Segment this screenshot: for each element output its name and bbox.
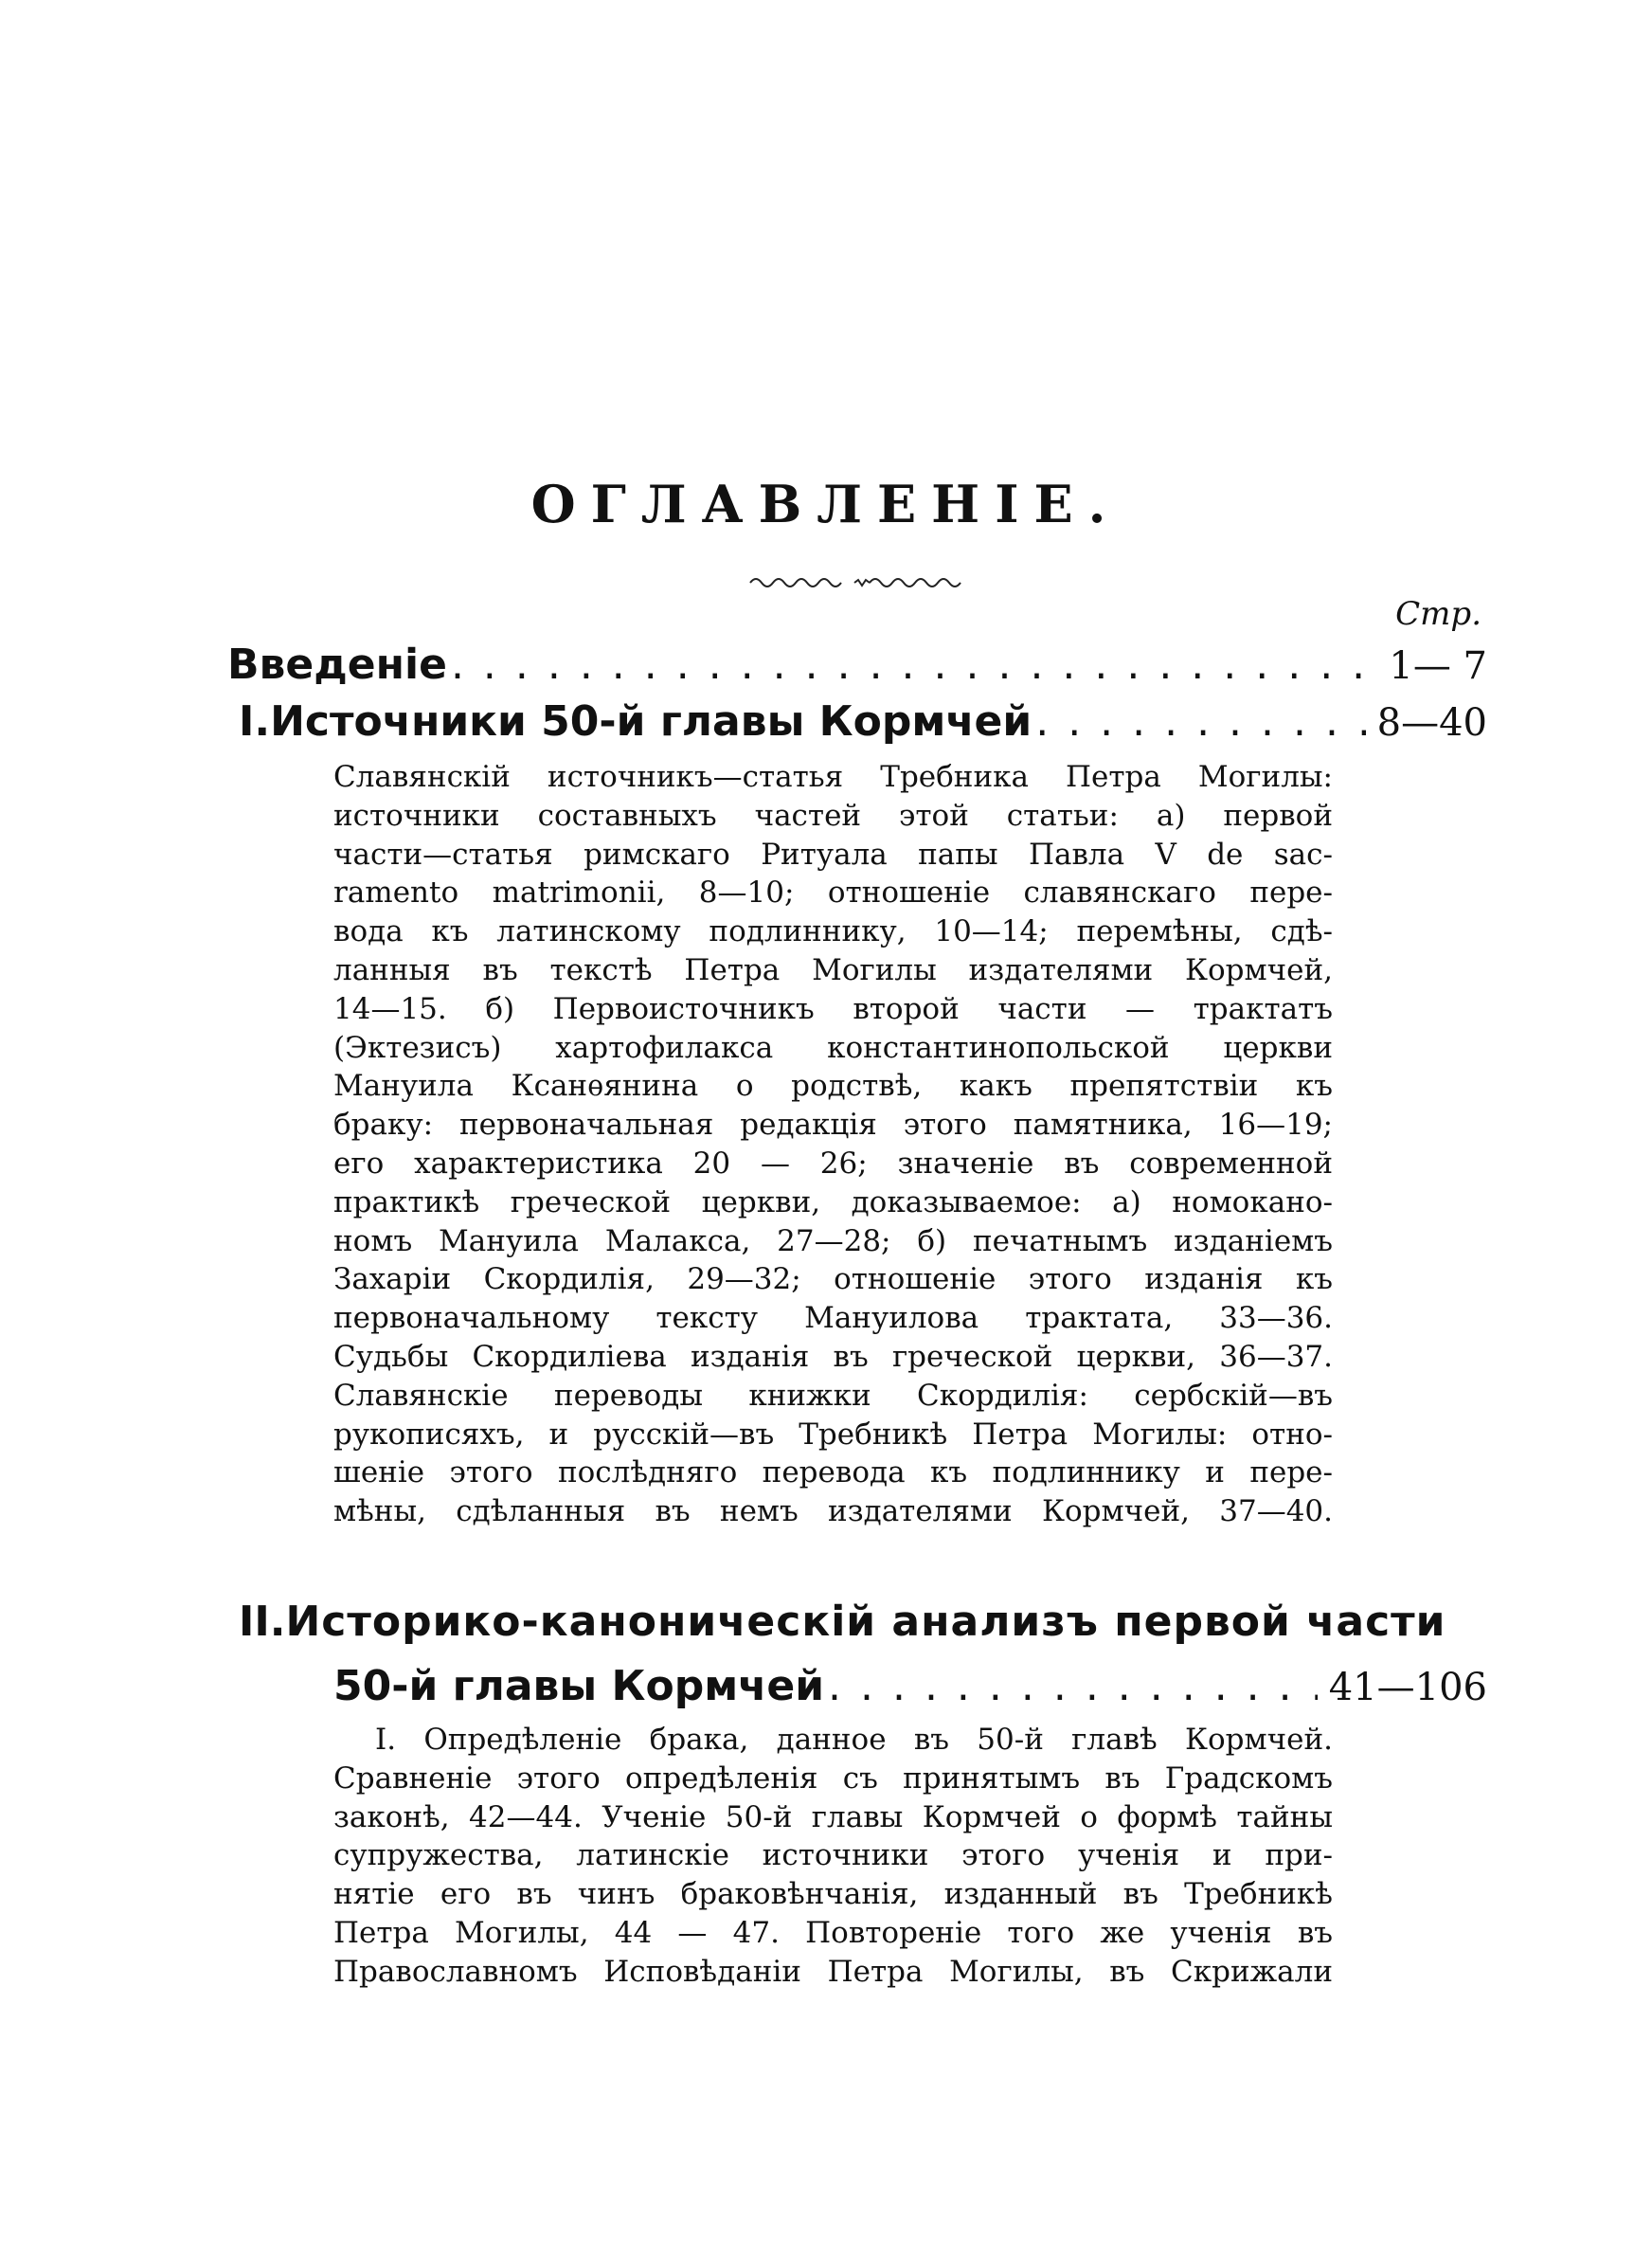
toc-entry-title: Введеніе	[227, 641, 447, 689]
description-line: супружества, латинскіе источники этого ученія и при-	[333, 1838, 1333, 1873]
description-line: мѣны, сдѣланныя въ немъ издателями Кормчей, 37—40.	[333, 1494, 1333, 1529]
toc-entry-chapter-2-cont[interactable]	[333, 1658, 1487, 1716]
toc-entry-title: Источники 50-й главы Кормчей	[270, 697, 1032, 746]
description-line: Захаріи Скордилія, 29—32; отношеніе этого изданія къ	[333, 1262, 1333, 1297]
description-line: Петра Могилы, 44 — 47. Повтореніе того же ученія въ	[333, 1915, 1333, 1950]
toc-entry-chapter-1[interactable]	[239, 694, 1487, 751]
description-line: номъ Мануила Малакса, 27—28; б) печатнымъ изданіемъ	[333, 1223, 1333, 1258]
toc-entry-chapter-2[interactable]	[239, 1594, 1446, 1651]
description-line: практикѣ греческой церкви, доказываемое: а) номокано-	[333, 1184, 1333, 1219]
description-line: Мануила Ксанѳянина о родствѣ, какъ препятствіи къ	[333, 1069, 1333, 1104]
chapter-1-description	[333, 758, 1333, 1531]
page-title: ОГЛАВЛЕНІЕ.	[530, 474, 1122, 534]
description-line: Славянскій источникъ—статья Требника Петра Могилы:	[333, 760, 1333, 794]
description-line: Славянскіе переводы книжки Скордилія: сербскій—въ	[333, 1378, 1333, 1413]
dot-leader	[828, 1658, 1318, 1715]
description-line: законѣ, 42—44. Ученіе 50-й главы Кормчей о формѣ тайны	[333, 1799, 1333, 1834]
chapter-numeral: I.	[239, 697, 271, 746]
description-line: 14—15. б) Первоисточникъ второй части — трактатъ	[333, 991, 1333, 1026]
chapter-2-description	[333, 1721, 1333, 1992]
description-line: шеніе этого послѣдняго перевода къ подлиннику и пере-	[333, 1455, 1333, 1490]
description-line: его характеристика 20 — 26; значеніе въ современной	[333, 1146, 1333, 1181]
description-line: нятіе его въ чинъ браковѣнчанія, изданный въ Требникѣ	[333, 1877, 1333, 1912]
chapter-numeral: II.	[239, 1598, 286, 1646]
toc-entry-pages: 1— 7	[1389, 644, 1487, 688]
dot-leader	[1035, 694, 1365, 750]
description-line: ramento matrimonii, 8—10; отношеніе славянскаго пере-	[333, 876, 1333, 911]
toc-entry-intro[interactable]	[227, 637, 1487, 695]
description-line: I. Опредѣленіе брака, данное въ 50-й главѣ Кормчей.	[375, 1723, 1333, 1757]
description-line: части—статья римскаго Ритуала папы Павла V de sac-	[333, 837, 1333, 872]
description-line: первоначальному тексту Мануилова трактата, 33—36.	[333, 1301, 1333, 1336]
toc-entry-title: Историко-каноническій анализъ первой части	[285, 1598, 1446, 1646]
description-line: Сравненіе этого опредѣленія съ принятымъ въ Градскомъ	[333, 1760, 1333, 1796]
decorative-flourish	[748, 569, 966, 597]
toc-entry-pages: 8—40	[1376, 701, 1487, 745]
description-line: браку: первоначальная редакція этого памятника, 16—19;	[333, 1108, 1333, 1143]
description-line: Православномъ Исповѣданіи Петра Могилы, въ Скрижали	[333, 1954, 1333, 1989]
description-line: вода къ латинскому подлиннику, 10—14; перемѣны, сдѣ-	[333, 914, 1333, 949]
description-line: Судьбы Скордиліева изданія въ греческой церкви, 36—37.	[333, 1339, 1333, 1374]
description-line: (Эктезисъ) хартофилакса константинопольской церкви	[333, 1030, 1333, 1065]
dot-leader	[451, 637, 1377, 694]
toc-entry-title: 50-й главы Кормчей	[333, 1662, 825, 1710]
description-line: источники составныхъ частей этой статьи: а) первой	[333, 798, 1333, 833]
description-line: рукописяхъ, и русскій—въ Требникѣ Петра Могилы: отно-	[333, 1417, 1333, 1452]
toc-entry-pages: 41—106	[1328, 1666, 1487, 1709]
description-line: ланныя въ текстѣ Петра Могилы издателями Кормчей,	[333, 952, 1333, 987]
page-column-label: Стр.	[1395, 595, 1481, 633]
